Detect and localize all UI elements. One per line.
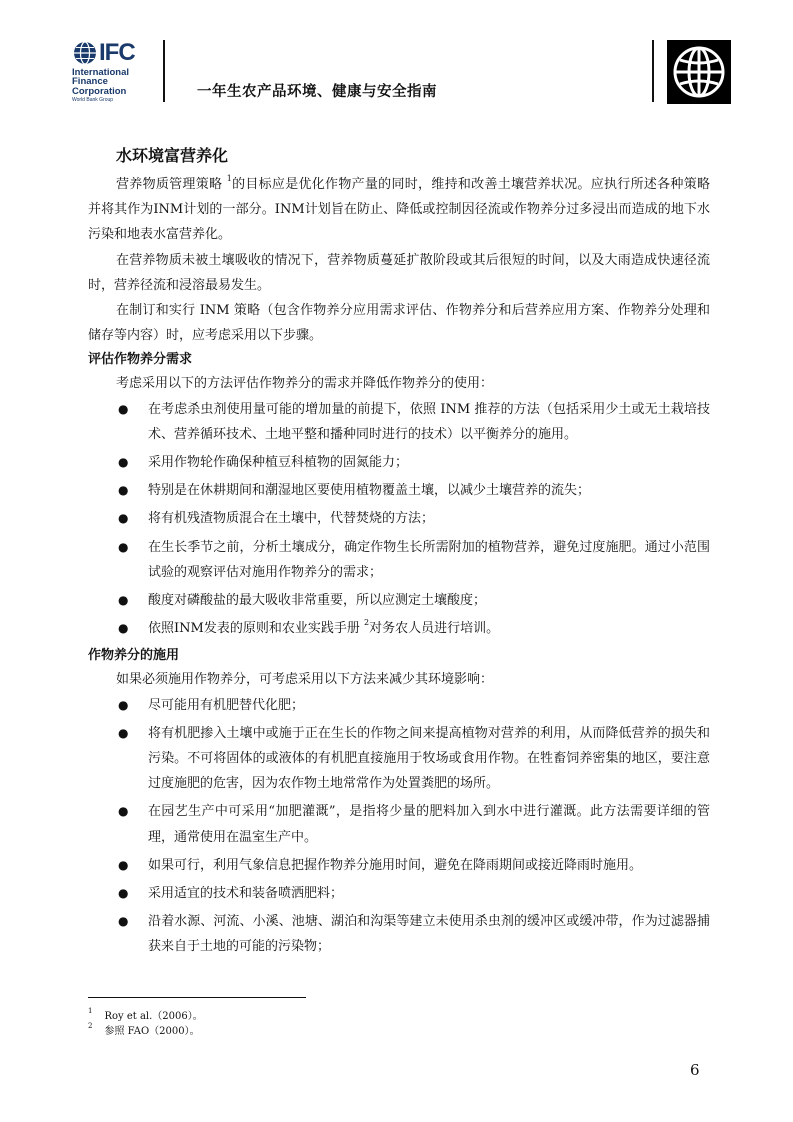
footnote-divider (88, 997, 306, 998)
lead-paragraph: 如果必须施用作物养分，可考虑采用以下方法来减少其环境影响： (116, 672, 494, 688)
footnote (88, 1021, 588, 1039)
ifc-logo-text: IFC (99, 39, 135, 66)
footnote-ref: 2 (363, 617, 370, 627)
footnote (88, 1006, 588, 1024)
bullet-list (88, 693, 710, 960)
footnote-text: Roy et al.（2006）。 (104, 1011, 203, 1022)
ifc-logo (72, 40, 157, 108)
ifc-line: Corporation (72, 85, 127, 97)
ifc-line: Finance (72, 76, 108, 88)
world-bank-logo-icon (667, 40, 731, 104)
document-title: 一年生农产品环境、健康与安全指南 (197, 84, 437, 100)
page-number: 6 (690, 1061, 700, 1079)
list-item: ● 尽可能用有机肥替代化肥； (88, 693, 710, 718)
list-item: ● 在生长季节之前，分析土壤成分，确定作物生长所需附加的植物营养，避免过度施肥。通过小范围试验的观察评估对施用作物养分的需求； (88, 535, 710, 585)
ifc-line: International (72, 67, 130, 78)
footnote-mark: 2 (88, 1021, 93, 1030)
paragraph: 营养物质管理策略 $^1$的目标应是优化作物产量的同时，维持和改善土壤营养状况。应执行所述各种策略并将其作为INM计划的一部分。INM计划旨在防止、降低或控制因径流或作物养分过多浸出而造成的地下水污染和地表水富营养化。 (88, 173, 710, 243)
list-item: ● 依照INM发表的原则和农业实践手册 $^2$对务农人员进行培训。 (88, 616, 710, 641)
list-item: ● 在园艺生产中可采用“加肥灌溉”，是指将少量的肥料加入到水中进行灌溉。此方法需要详细的管理，通常使用在温室生产中。 (88, 799, 710, 849)
subheading: 评估作物养分需求 (88, 352, 193, 368)
header-divider (652, 40, 654, 102)
ifc-subline: World Bank Group (72, 97, 114, 104)
bullet-list (88, 397, 710, 642)
list-item: ● 采用适宜的技术和装备喷洒肥料； (88, 881, 710, 906)
list-item: ● 特别是在休耕期间和潮湿地区要使用植物覆盖土壤，以减少土壤营养的流失； (88, 478, 710, 503)
lead-paragraph: 考虑采用以下的方法评估作物养分的需求并降低作物养分的使用： (116, 376, 494, 392)
footnote-mark: 1 (88, 1006, 93, 1015)
footnotes (88, 1006, 588, 1039)
footnote-text: 参照 FAO（2000）。 (104, 1026, 200, 1037)
list-item: ● 沿着水源、河流、小溪、池塘、湖泊和沟渠等建立未使用杀虫剂的缓冲区或缓冲带，作为过滤器捕获来自于土地的可能的污染物； (88, 909, 710, 959)
subheading: 作物养分的施用 (88, 648, 180, 664)
list-item: ● 酸度对磷酸盐的最大吸收非常重要，所以应测定土壤酸度； (88, 588, 710, 613)
list-item: ● 采用作物轮作确保种植豆科植物的固氮能力； (88, 450, 710, 475)
list-item: ● 在考虑杀虫剂使用量可能的增加量的前提下，依照 INM 推荐的方法（包括采用少土或无土栽培技术、营养循环技术、土地平整和播种同时进行的技术）以平衡养分的施用。 (88, 397, 710, 447)
section-title: 水环境富营养化 (116, 146, 229, 165)
list-item: ● 将有机肥掺入土壤中或施于正在生长的作物之间来提高植物对营养的利用，从而降低营养的损失和污染。不可将固体的或液体的有机肥直接施用于牧场或食用作物。在牲畜饲养密集的地区，要注意过度施肥的危害，因为农作物土地常常作为处置粪肥的场所。 (88, 721, 710, 797)
page-content (88, 142, 710, 963)
paragraph: 在营养物质未被土壤吸收的情况下，营养物质蔓延扩散阶段或其后很短的时间，以及大雨造成快速径流时，营养径流和浸溶最易发生。 (88, 252, 710, 293)
ifc-globe-icon (72, 40, 98, 66)
paragraph: 在制订和实行 INM 策略（包含作物养分应用需求评估、作物养分和后营养应用方案、作物养分处理和储存等内容）时，应考虑采用以下步骤。 (88, 303, 710, 344)
list-item: ● 将有机残渣物质混合在土壤中，代替焚烧的方法； (88, 506, 710, 531)
footnote-ref: 1 (226, 173, 232, 183)
list-item: ● 如果可行，利用气象信息把握作物养分施用时间，避免在降雨期间或接近降雨时施用。 (88, 853, 710, 878)
header-divider (163, 40, 165, 102)
page-header (0, 0, 793, 110)
